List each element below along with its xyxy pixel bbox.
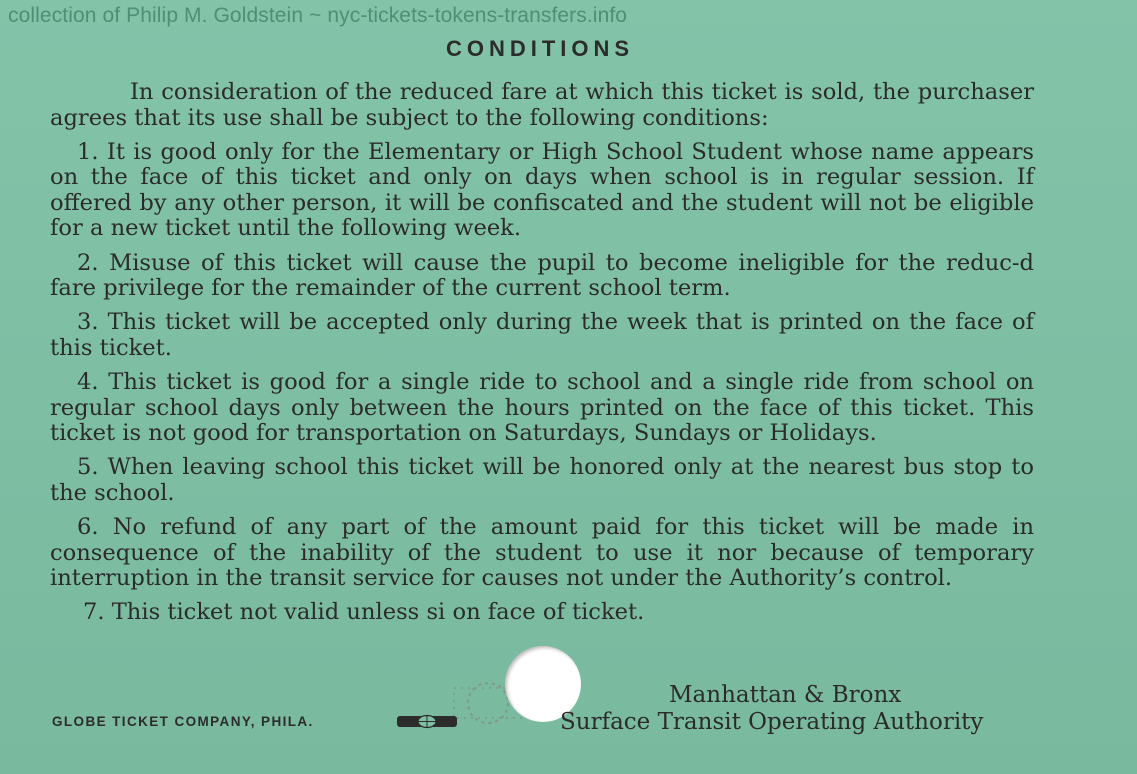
condition-6: 6. No refund of any part of the amount paid for this ticket will be made in consequence of the inability of the student to use it nor because of temporary interruption in the transit service for causes not under the Authority’s control. [50,513,1034,592]
condition-5: 5. When leaving school this ticket will be honored only at the nearest bus stop to the school. [50,454,1034,506]
printer-logo-icon [396,714,458,729]
authority-signature [560,682,983,736]
conditions-text [50,80,1034,626]
condition-7: 7. This ticket not valid unless si on face of ticket. [83,599,645,626]
condition-4: 4. This ticket is good for a single ride to school and a single ride from school on regular school days only between the hours printed on the face of this ticket. This ticket is not good for transportation on Saturdays, Sundays or Holidays. [50,368,1034,447]
intro-paragraph: In consideration of the reduced fare at which this ticket is sold, the purchaser agrees that its use shall be subject to the following conditions: [50,79,1034,131]
condition-1: 1. It is good only for the Elementary or High School Student whose name appears on the face of this ticket and only on days when school is in regular session. If offered by any other person, it will be confiscated and the student will not be eligible for a new ticket until the following week. [50,138,1034,242]
condition-3: 3. This ticket will be accepted only during the week that is printed on the face of this ticket. [50,309,1034,361]
signature-line-2: Surface Transit Operating Authority [560,709,984,735]
printer-imprint: GLOBE TICKET COMPANY, PHILA. [52,714,314,729]
collection-watermark: collection of Philip M. Goldstein ~ nyc-tickets-tokens-transfers.info [8,4,628,27]
condition-2: 2. Misuse of this ticket will cause the pupil to become ineligible for the reduc-d fare privilege for the remainder of the current school term. [50,249,1034,302]
signature-line-1: Manhattan & Bronx [669,682,902,708]
conditions-title: CONDITIONS [445,36,635,61]
